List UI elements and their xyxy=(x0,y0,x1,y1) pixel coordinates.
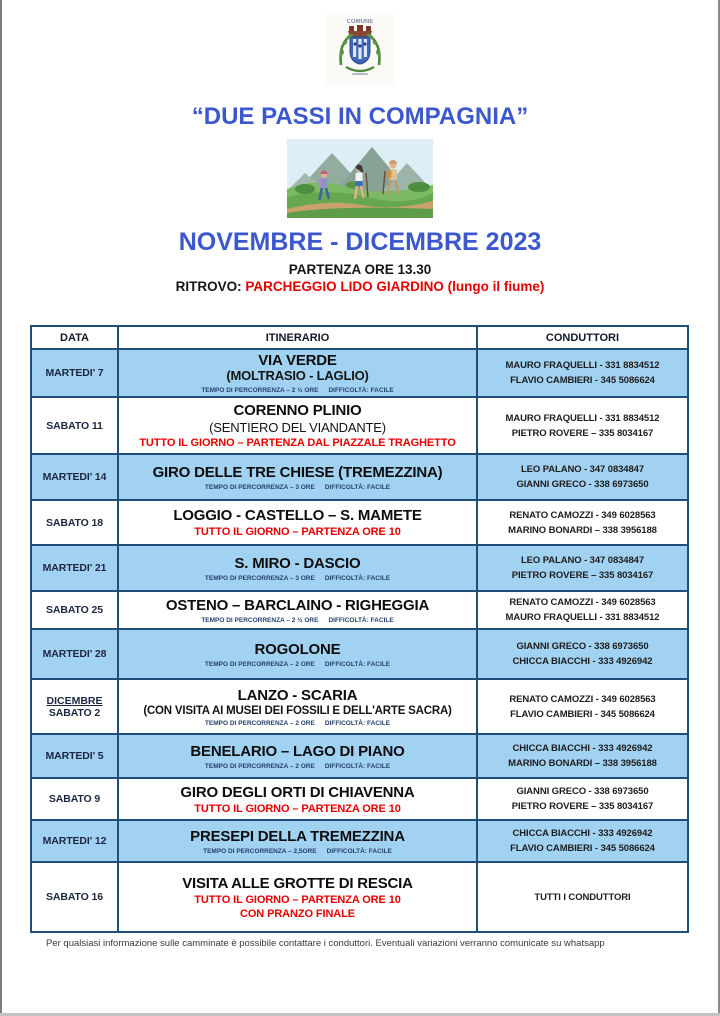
date-label: MARTEDI' 28 xyxy=(42,648,107,661)
itinerary-difficulty: DIFFICOLTÀ: FACILE xyxy=(324,574,391,582)
itinerary-duration: TEMPO DI PERCORRENZA – 2 ½ ORE xyxy=(201,616,319,624)
itinerary-duration: TEMPO DI PERCORRENZA – 2,5ORE xyxy=(203,847,317,855)
itinerary-title-line xyxy=(233,402,361,419)
conductor-line: LEO PALANO - 347 0834847 xyxy=(520,555,645,567)
itinerary-duration: TEMPO DI PERCORRENZA – 2 ORE xyxy=(204,660,315,668)
date-label: MARTEDI' 21 xyxy=(42,562,107,575)
date-cell xyxy=(32,821,119,861)
date-label: SABATO 18 xyxy=(45,516,104,529)
itinerary-difficulty: DIFFICOLTÀ: FACILE xyxy=(324,719,391,727)
itinerary-duration: TEMPO DI PERCORRENZA – 3 ORE xyxy=(204,574,315,582)
conductors-cell xyxy=(478,821,687,861)
date-month-label: DICEMBRE xyxy=(46,694,103,707)
conductors-cell xyxy=(478,779,687,819)
date-cell xyxy=(32,350,119,396)
conductor-line: CHICCA BIACCHI - 333 4926942 xyxy=(512,743,653,755)
itinerary-title: LANZO - SCARIA xyxy=(237,686,358,704)
conductors-cell xyxy=(478,630,687,678)
table-row xyxy=(32,819,687,861)
conductor-line: MAURO FRAQUELLI - 331 8834512 xyxy=(505,412,660,424)
conductors-cell xyxy=(478,735,687,777)
itinerary-difficulty: DIFFICOLTÀ: FACILE xyxy=(328,616,394,624)
table-row xyxy=(32,499,687,544)
itinerary-title-line xyxy=(173,507,421,524)
conductor-line: FLAVIO CAMBIERI - 345 5086624 xyxy=(510,375,655,387)
itinerary-title-line xyxy=(190,828,405,845)
itinerary-cell xyxy=(119,350,478,396)
itinerary-cell xyxy=(119,680,478,733)
itinerary-title-line xyxy=(190,743,404,760)
itinerary-cell xyxy=(119,779,478,819)
header-itinerario: ITINERARIO xyxy=(119,327,478,348)
meeting-point xyxy=(0,279,720,294)
table-row xyxy=(32,733,687,777)
itinerary-cell xyxy=(119,630,478,678)
table-row xyxy=(32,628,687,678)
table-row xyxy=(32,544,687,590)
departure-time: PARTENZA ORE 13.30 xyxy=(288,262,432,277)
itinerary-difficulty: DIFFICOLTÀ: FACILE xyxy=(324,483,391,491)
conductor-line: MAURO FRAQUELLI - 331 8834512 xyxy=(505,360,660,372)
crest-top-text: COMUNE xyxy=(346,19,374,25)
conductors-cell xyxy=(478,398,687,453)
itinerary-title: CORENNO PLINIO xyxy=(233,402,362,420)
itinerary-title: S. MIRO - DASCIO xyxy=(234,554,361,572)
itinerary-info-line xyxy=(205,484,390,491)
itinerary-title-line xyxy=(153,464,443,481)
header-data: DATA xyxy=(32,327,119,348)
date-label: SABATO 2 xyxy=(48,706,101,719)
itinerary-title: GIRO DELLE TRE CHIESE (TREMEZZINA) xyxy=(152,463,443,481)
itinerary-title-suffix: (MOLTRASIO - LAGLIO) xyxy=(226,368,369,384)
conductor-line: CHICCA BIACCHI - 333 4926942 xyxy=(512,656,653,668)
itinerary-cell xyxy=(119,501,478,544)
itinerary-note-red: TUTTO IL GIORNO – PARTENZA ORE 10 xyxy=(194,526,401,539)
conductor-line: RENATO CAMOZZI - 349 6028563 xyxy=(509,597,656,609)
conductors-cell xyxy=(478,546,687,590)
date-cell xyxy=(32,592,119,628)
itinerary-difficulty: DIFFICOLTÀ: FACILE xyxy=(324,762,391,770)
itinerary-duration: TEMPO DI PERCORRENZA – 2 ORE xyxy=(204,762,315,770)
table-row xyxy=(32,590,687,628)
itinerary-duration: TEMPO DI PERCORRENZA – 3 ORE xyxy=(204,483,315,491)
itinerary-title: OSTENO – BARCLAINO - RIGHEGGIA xyxy=(165,596,430,614)
itinerary-info-line xyxy=(201,617,393,624)
itinerary-info-line xyxy=(203,848,392,855)
itinerary-title-line xyxy=(226,352,368,384)
conductor-line: CHICCA BIACCHI - 333 4926942 xyxy=(512,828,653,840)
date-cell xyxy=(32,501,119,544)
date-cell xyxy=(32,546,119,590)
itinerary-title: VISITA ALLE GROTTE DI RESCIA xyxy=(182,874,413,892)
header-conduttori: CONDUTTORI xyxy=(545,331,620,344)
itinerary-duration: TEMPO DI PERCORRENZA – 2 ½ ORE xyxy=(201,387,319,395)
conductor-line: PIETRO ROVERE – 335 8034167 xyxy=(511,570,654,582)
conductor-line: PIETRO ROVERE – 335 8034167 xyxy=(511,801,654,813)
meeting-value: PARCHEGGIO LIDO GIARDINO (lungo il fiume) xyxy=(245,279,545,294)
itinerary-subtitle: (SENTIERO DEL VIANDANTE) xyxy=(209,420,386,436)
date-cell xyxy=(32,680,119,733)
conductors-cell xyxy=(478,455,687,499)
itinerary-title: BENELARIO – LAGO DI PIANO xyxy=(190,742,405,760)
itinerary-cell xyxy=(119,863,478,931)
hikers-illustration xyxy=(287,139,433,218)
date-label: MARTEDI' 7 xyxy=(45,367,104,380)
itinerary-title: LOGGIO - CASTELLO – S. MAMETE xyxy=(173,507,422,525)
itinerary-difficulty: DIFFICOLTÀ: FACILE xyxy=(324,660,391,668)
meeting-label: RITROVO: xyxy=(175,279,246,294)
table-row xyxy=(32,777,687,819)
itinerary-cell xyxy=(119,398,478,453)
itinerary-cell xyxy=(119,821,478,861)
schedule-table xyxy=(30,325,689,933)
itinerary-title: ROGOLONE xyxy=(254,640,341,658)
itinerary-cell xyxy=(119,592,478,628)
table-body xyxy=(32,348,687,931)
comune-crest-icon xyxy=(326,13,394,85)
date-label: SABATO 11 xyxy=(46,419,103,432)
itinerary-title-line xyxy=(238,687,358,704)
conductor-line: GIANNI GRECO - 338 6973650 xyxy=(516,786,649,798)
date-label: MARTEDI' 14 xyxy=(42,471,107,484)
conductors-cell xyxy=(478,350,687,396)
conductors-cell xyxy=(478,680,687,733)
conductor-line: TUTTI I CONDUTTORI xyxy=(534,891,631,903)
date-label: SABATO 25 xyxy=(45,604,104,617)
conductor-line: MARINO BONARDI – 338 3956188 xyxy=(508,524,657,536)
date-cell xyxy=(32,455,119,499)
itinerary-note-red: TUTTO IL GIORNO – PARTENZA DAL PIAZZALE TRAGHETTO xyxy=(139,437,456,450)
conductors-cell xyxy=(478,863,687,931)
itinerary-title: VIA VERDE xyxy=(258,352,337,369)
date-cell xyxy=(32,863,119,931)
table-header-row xyxy=(32,327,687,348)
date-label: MARTEDI' 5 xyxy=(45,750,104,763)
months-heading: NOVEMBRE - DICEMBRE 2023 xyxy=(178,228,542,256)
date-label: MARTEDI' 12 xyxy=(42,835,107,848)
itinerary-cell xyxy=(119,546,478,590)
itinerary-info-line xyxy=(205,763,390,770)
itinerary-cell xyxy=(119,735,478,777)
date-cell xyxy=(32,398,119,453)
conductor-line: GIANNI GRECO - 338 6973650 xyxy=(516,641,649,653)
itinerary-info-line xyxy=(205,661,390,668)
itinerary-cell xyxy=(119,455,478,499)
conductors-cell xyxy=(478,501,687,544)
itinerary-subtitle: (CON VISITA AI MUSEI DEI FOSSILI E DELL'ARTE SACRA) xyxy=(143,704,452,717)
itinerary-duration: TEMPO DI PERCORRENZA – 2 ORE xyxy=(204,719,315,727)
itinerary-title: GIRO DEGLI ORTI DI CHIAVENNA xyxy=(180,783,415,801)
conductor-line: FLAVIO CAMBIERI - 345 5086624 xyxy=(510,843,655,855)
itinerary-info-line xyxy=(205,720,390,727)
logo-container xyxy=(0,13,720,90)
itinerary-title: PRESEPI DELLA TREMEZZINA xyxy=(190,827,405,845)
itinerary-note-red: TUTTO IL GIORNO – PARTENZA ORE 10 xyxy=(194,893,401,906)
conductor-line: PIETRO ROVERE – 335 8034167 xyxy=(511,427,654,439)
date-cell xyxy=(32,779,119,819)
itinerary-note-red: TUTTO IL GIORNO – PARTENZA ORE 10 xyxy=(194,802,401,815)
date-label: SABATO 9 xyxy=(48,793,101,806)
itinerary-title-line xyxy=(235,555,361,572)
itinerary-title-line xyxy=(180,784,414,801)
conductor-line: GIANNI GRECO - 338 6973650 xyxy=(516,479,649,491)
conductor-line: MAURO FRAQUELLI - 331 8834512 xyxy=(505,612,660,624)
conductor-line: LEO PALANO - 347 0834847 xyxy=(520,464,645,476)
date-label: SABATO 16 xyxy=(45,891,104,904)
conductors-cell xyxy=(478,592,687,628)
table-row xyxy=(32,348,687,396)
itinerary-title-line xyxy=(166,597,429,614)
itinerary-info-line xyxy=(201,387,393,394)
footer-note: Per qualsiasi informazione sulle camminate è possibile contattare i conduttori. Eventuali variazioni verranno comunicate su whatsapp xyxy=(46,938,605,949)
itinerary-title-line xyxy=(182,875,413,892)
conductor-line: MARINO BONARDI – 338 3956188 xyxy=(508,758,657,770)
itinerary-title-line xyxy=(255,641,341,658)
itinerary-note-red: CON PRANZO FINALE xyxy=(239,907,356,920)
page-title: “DUE PASSI IN COMPAGNIA” xyxy=(191,103,529,130)
itinerary-difficulty: DIFFICOLTÀ: FACILE xyxy=(328,387,394,395)
date-cell xyxy=(32,630,119,678)
illustration-container xyxy=(0,139,720,223)
conductor-line: RENATO CAMOZZI - 349 6028563 xyxy=(509,509,656,521)
table-row xyxy=(32,678,687,733)
date-cell xyxy=(32,735,119,777)
conductor-line: RENATO CAMOZZI - 349 6028563 xyxy=(509,693,656,705)
conductor-line: FLAVIO CAMBIERI - 345 5086624 xyxy=(510,708,655,720)
itinerary-difficulty: DIFFICOLTÀ: FACILE xyxy=(326,847,392,855)
table-row xyxy=(32,396,687,453)
table-row xyxy=(32,453,687,499)
table-row xyxy=(32,861,687,931)
itinerary-info-line xyxy=(205,575,390,582)
